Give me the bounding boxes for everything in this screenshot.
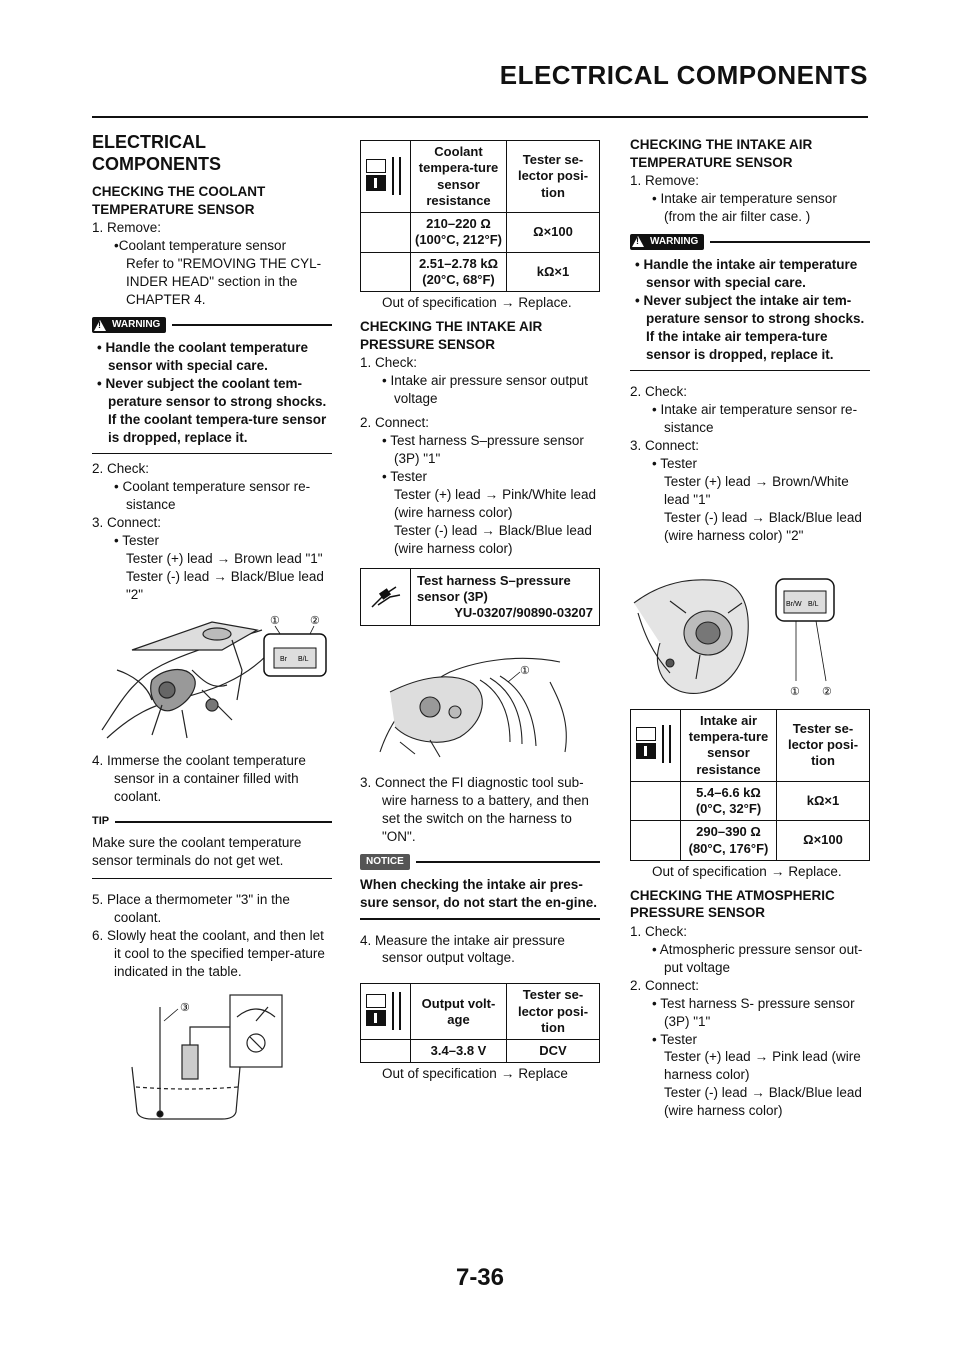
step-measure: 4. Measure the intake air pressure sensor output voltage. <box>360 932 565 966</box>
step-remove-ref: Refer to "REMOVING THE CYL-INDER HEAD" section in the CHAPTER 4. <box>126 256 322 308</box>
fig1-callout-1: ① <box>270 614 280 627</box>
step-connect-tester: • Tester <box>114 533 159 549</box>
step-connect: 2. Connect: <box>630 977 700 993</box>
step-connect-harness: • Test harness S- pressure sensor (3P) "1" <box>652 995 855 1029</box>
step-connect: 3. Connect: <box>92 515 162 531</box>
test-harness-icon <box>366 575 406 615</box>
page-header-title: ELECTRICAL COMPONENTS <box>499 60 868 90</box>
coolant-sensor-heading: CHECKING THE COOLANT TEMPERATURE SENSOR <box>92 184 266 217</box>
out-of-spec-3: Out of specification → Replace. <box>652 863 842 879</box>
notice-badge: NOTICE <box>360 854 410 870</box>
warning-text-2: • Never subject the intake air tem-perature sensor to strong shocks. If the intake air tempera-ture sensor is dropped, replace it. <box>635 292 865 362</box>
notice-block <box>360 852 600 919</box>
warning-badge: ! WARNING <box>92 317 166 333</box>
table2-r1c1: 3.4–3.8 V <box>411 1040 507 1063</box>
intake-temp-heading: CHECKING THE INTAKE AIR TEMPERATURE SENSOR <box>630 137 813 170</box>
header-rule <box>92 116 868 118</box>
table1-header-1: Coolant tempera-ture sensor resistance <box>411 141 507 213</box>
step-connect-plus: Tester (+) lead → Brown lead "1" <box>126 551 323 567</box>
warning-block <box>92 315 332 454</box>
step-thermometer: 5. Place a thermometer "3" in the coolant. <box>92 892 290 926</box>
column-middle <box>360 140 600 1085</box>
step-remove: 1. Remove: <box>92 220 162 236</box>
warning-badge: ! WARNING <box>630 234 704 250</box>
fig1-callout-2: ② <box>310 614 320 627</box>
section-title: ELECTRICAL COMPONENTS <box>92 132 222 174</box>
table3-header-2: Tester se-lector posi-tion <box>777 709 870 781</box>
out-of-spec-1: Out of specification → Replace. <box>382 295 572 310</box>
step-connect-tester: • Tester <box>652 455 697 471</box>
step-connect-minus: Tester (-) lead → Black/Blue lead "2" <box>126 568 324 602</box>
warning-icon <box>94 320 106 331</box>
notice-text: When checking the intake air pres-sure sensor, do not start the en-gine. <box>360 877 598 911</box>
intake-pressure-figure <box>360 642 600 762</box>
table3-header-1: Intake air tempera-ture sensor resistance <box>681 709 777 781</box>
table1-header-2: Tester se-lector posi-tion <box>507 141 600 213</box>
output-voltage-table <box>360 983 600 1063</box>
table2-r1c2: DCV <box>507 1040 600 1063</box>
table3-r2c1: 290–390 Ω (80°C, 176°F) <box>681 821 777 861</box>
table3-r2c2: Ω×100 <box>777 821 870 861</box>
column-right <box>630 132 870 1120</box>
column-left <box>92 128 332 1133</box>
table1-r2c1: 2.51–2.78 kΩ (20°C, 68°F) <box>411 252 507 292</box>
coolant-resistance-table <box>360 140 600 292</box>
step-immerse: 4. Immerse the coolant temperature sensor in a container filled with coolant. <box>92 752 306 804</box>
table3-r1c1: 5.4–6.6 kΩ (0°C, 32°F) <box>681 781 777 821</box>
step-connect-plus: Tester (+) lead → Pink/White lead (wire harness color) <box>394 486 596 520</box>
step-connect-tester: • Tester <box>382 468 427 484</box>
step-heat: 6. Slowly heat the coolant, and then let it cool to the specified temper-ature indicated in the table. <box>92 928 325 979</box>
step-connect-minus: Tester (-) lead → Black/Blue lead (wire harness color) <box>664 1085 862 1119</box>
fig4-connector-bl: B/L <box>808 600 819 608</box>
step-check: 2. Check: <box>92 461 150 477</box>
atmospheric-pressure-heading: CHECKING THE ATMOSPHERIC PRESSURE SENSOR <box>630 887 835 921</box>
tip-text: Make sure the coolant temperature sensor terminals do not get wet. <box>92 834 302 868</box>
table1-r1c2: Ω×100 <box>507 213 600 253</box>
warning-text-1: • Handle the coolant temperature sensor with special care. <box>97 340 309 373</box>
warning-block <box>630 232 870 371</box>
table1-r1c1: 210–220 Ω (100°C, 212°F) <box>411 213 507 253</box>
step-check-item: • Coolant temperature sensor re-sistance <box>114 479 311 513</box>
step-remove-item: • Intake air temperature sensor (from the air filter case. ) <box>652 191 837 224</box>
tip-block <box>92 812 332 879</box>
step-connect-tester: • Tester <box>652 1031 697 1047</box>
step-remove-item: •Coolant temperature sensor <box>114 238 287 254</box>
step-check-item: • Intake air pressure sensor output voltage <box>382 373 588 406</box>
tool-code: YU-03207/90890-03207 <box>454 605 593 621</box>
fig4-callout-2: ② <box>822 685 832 698</box>
warning-text-2: • Never subject the coolant tem-perature sensor to strong shocks. If the coolant tempera-ture sensor is dropped, replace it. <box>97 375 327 445</box>
intake-temp-figure <box>630 563 870 703</box>
fig2-callout-3: ③ <box>180 1001 190 1014</box>
thermometer-figure <box>92 987 332 1127</box>
step-connect-plus: Tester (+) lead → Brown/White lead "1" <box>664 473 849 507</box>
step-connect-minus: Tester (-) lead → Black/Blue lead (wire harness color) <box>394 522 592 556</box>
table2-header-1: Output volt-age <box>411 984 507 1040</box>
step-check: 2. Check: <box>630 384 688 400</box>
step-connect: 3. Connect: <box>630 438 700 454</box>
warning-text-1: • Handle the intake air temperature sensor with special care. <box>635 256 858 290</box>
step-connect-minus: Tester (-) lead → Black/Blue lead (wire harness color) "2" <box>664 509 862 543</box>
table3-r1c2: kΩ×1 <box>777 781 870 821</box>
coolant-sensor-figure <box>92 610 332 746</box>
step-connect: 2. Connect: <box>360 414 430 430</box>
fig3-callout-1: ① <box>520 665 530 678</box>
intake-resistance-table <box>630 709 870 861</box>
step-check: 1. Check: <box>360 355 418 371</box>
step-check-item: • Atmospheric pressure sensor out-put voltage <box>652 941 863 975</box>
tool-table <box>360 568 600 627</box>
fig1-connector-bl: B/L <box>298 655 309 663</box>
multimeter-icon <box>364 990 408 1034</box>
fig1-connector-br: Br <box>280 655 287 663</box>
step-connect-plus: Tester (+) lead → Pink lead (wire harness color) <box>664 1049 861 1083</box>
step-remove: 1. Remove: <box>630 173 700 189</box>
tip-label: TIP <box>92 815 110 828</box>
table1-r2c2: kΩ×1 <box>507 252 600 292</box>
tool-name: Test harness S–pressure sensor (3P) <box>417 572 571 604</box>
page-number: 7-36 <box>455 1264 505 1291</box>
step-connect-harness: • Test harness S–pressure sensor (3P) "1" <box>382 432 584 466</box>
intake-pressure-heading: CHECKING THE INTAKE AIR PRESSURE SENSOR <box>360 318 543 352</box>
fig4-connector-brw: Br/W <box>786 600 802 608</box>
multimeter-icon <box>364 155 408 199</box>
step-fi-tool: 3. Connect the FI diagnostic tool sub-wire harness to a battery, and then set the switch on the harness to "ON". <box>360 775 589 845</box>
step-check: 1. Check: <box>630 923 688 939</box>
multimeter-icon <box>634 723 678 767</box>
fig4-callout-1: ① <box>790 685 800 698</box>
warning-icon <box>632 236 644 247</box>
table2-header-2: Tester se-lector posi-tion <box>507 984 600 1040</box>
out-of-spec-2: Out of specification → Replace <box>382 1066 568 1082</box>
step-check-item: • Intake air temperature sensor re-sistance <box>652 402 858 436</box>
